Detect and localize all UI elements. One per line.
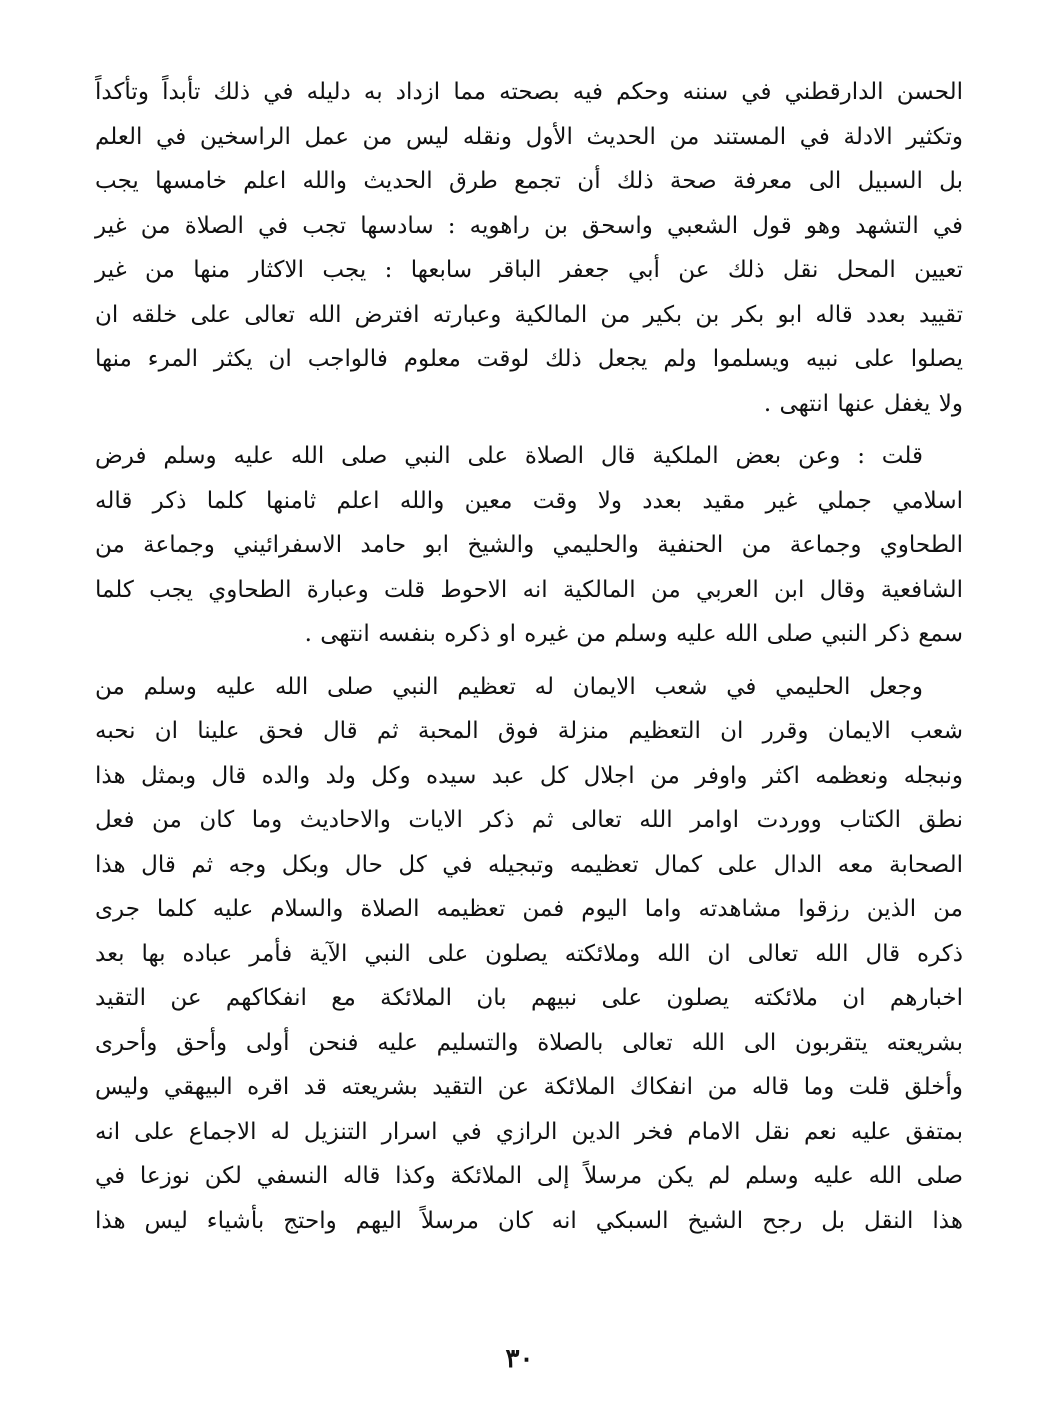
text-line: نطق الكتاب ووردت اوامر الله تعالى ثم ذكر الايات والاحاديث وما كان من فعل bbox=[95, 807, 963, 833]
text-line: الطحاوي وجماعة من الحنفية والحليمي والشيخ ابو حامد الاسفرائيني وجماعة من bbox=[95, 532, 963, 558]
text-line: وأخلق قلت وما قاله من انفكاك الملائكة عن التقيد بشريعته قد اقره البيهقي وليس bbox=[95, 1074, 963, 1100]
text-line: بشريعته يتقربون الى الله تعالى بالصلاة والتسليم عليه فنحن أولى وأحق وأحرى bbox=[95, 1029, 963, 1056]
text-line: اخبارهم ان ملائكته يصلون على نبيهم بان الملائكة مع انفكاكهم عن التقيد bbox=[95, 985, 963, 1011]
paragraph-2 bbox=[95, 434, 963, 657]
text-line: ونبجله ونعظمه اكثر واوفر من اجلال كل عبد سيده وكل ولد والده قال وبمثل هذا bbox=[95, 762, 963, 789]
text-line: تقييد بعدد قاله ابو بكر بن بكير من المالكية وعبارته افترض الله تعالى على خلقه ان bbox=[95, 301, 963, 328]
text-line: اسلامي جملي غير مقيد بعدد ولا وقت معين والله اعلم ثامنها كلما ذكر قاله bbox=[95, 487, 963, 514]
text-line: وجعل الحليمي في شعب الايمان له تعظيم النبي صلى الله عليه وسلم من bbox=[95, 673, 923, 700]
paragraph-3 bbox=[95, 665, 963, 1244]
text-line: وتكثير الادلة في المستند من الحديث الأول ونقله ليس من عمل الراسخين في العلم bbox=[95, 123, 963, 150]
text-line: الحسن الدارقطني في سننه وحكم فيه بصحته مما ازداد به دليله في ذلك تأبداً وتأكداً bbox=[95, 79, 963, 105]
text-line: شعب الايمان وقرر ان التعظيم منزلة فوق المحبة ثم قال فحق علينا ان نحبه bbox=[95, 718, 963, 744]
page-number: ٣٠ bbox=[505, 1344, 534, 1374]
text-line: من الذين رزقوا مشاهدته واما اليوم فمن تعظيمه الصلاة والسلام عليه كلما جرى bbox=[95, 896, 963, 922]
paragraph-1 bbox=[95, 70, 963, 426]
text-line: سمع ذكر النبي صلى الله عليه وسلم من غيره او ذكره بنفسه انتهى . bbox=[304, 621, 963, 647]
text-line: هذا النقل بل رجح الشيخ السبكي انه كان مرسلاً اليهم واحتج بأشياء ليس هذا bbox=[95, 1207, 963, 1234]
text-line: ذكره قال الله تعالى ان الله وملائكته يصلون على النبي الآية فأمر عباده بها بعد bbox=[95, 940, 963, 967]
text-line: بمتفق عليه نعم نقل الامام فخر الدين الرازي في اسرار التنزيل له الاجماع على انه bbox=[95, 1118, 963, 1145]
text-line: قلت : وعن بعض الملكية قال الصلاة على النبي صلى الله عليه وسلم فرض bbox=[95, 443, 923, 469]
text-line: الشافعية وقال ابن العربي من المالكية انه الاحوط قلت وعبارة الطحاوي يجب كلما bbox=[95, 576, 963, 603]
text-line: بل السبيل الى معرفة صحة ذلك أن تجمع طرق الحديث والله اعلم خامسها يجب bbox=[95, 168, 963, 194]
text-line: في التشهد وهو قول الشعبي واسحق بن راهويه : سادسها تجب في الصلاة من غير bbox=[95, 212, 963, 239]
page-body bbox=[95, 70, 963, 1243]
text-line: صلى الله عليه وسلم لم يكن مرسلاً إلى الملائكة وكذا قاله النسفي لكن نوزعا في bbox=[95, 1163, 963, 1189]
text-line: ولا يغفل عنها انتهى . bbox=[763, 390, 963, 417]
text-line: تعيين المحل نقل ذلك عن أبي جعفر الباقر سابعها : يجب الاكثار منها من غير bbox=[95, 257, 963, 283]
text-line: الصحابة معه الدال على كمال تعظيمه وتبجيله في كل حال وبكل وجه ثم قال هذا bbox=[95, 851, 963, 878]
text-line: يصلوا على نبيه ويسلموا ولم يجعل ذلك لوقت معلوم فالواجب ان يكثر المرء منها bbox=[95, 346, 963, 372]
